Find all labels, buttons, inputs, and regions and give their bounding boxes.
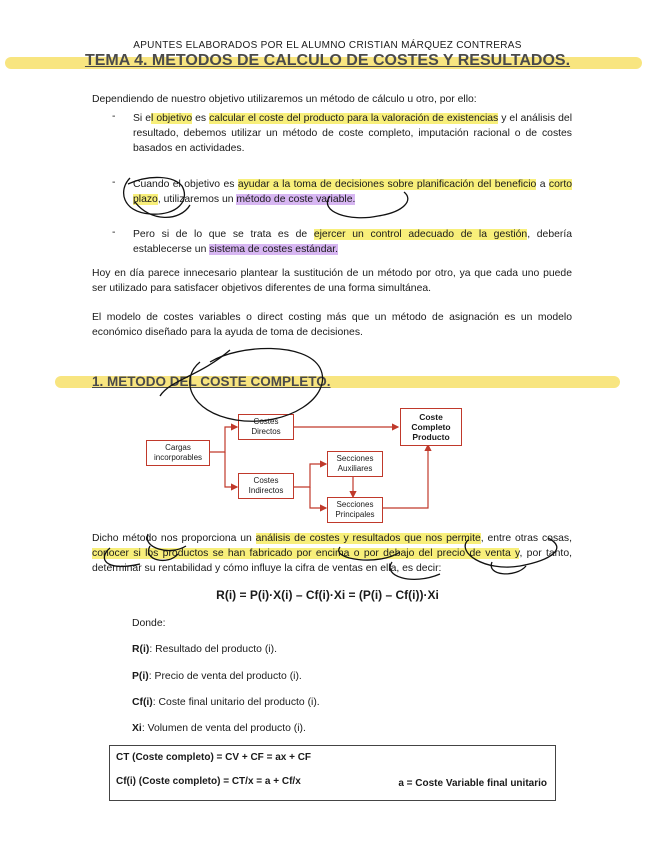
donde-label: Donde: xyxy=(132,618,166,629)
box-costes-directos: Costes Directos xyxy=(238,414,294,440)
def-resultado-text: : Resultado del producto (i). xyxy=(149,644,277,655)
def-resultado-symbol: R(i) xyxy=(132,644,150,655)
formula-box xyxy=(109,745,556,801)
intro-text: Dependiendo de nuestro objetivo utilizaremos un método de cálculo u otro, por ello: xyxy=(92,94,477,105)
arrow-indirectos-principales xyxy=(310,487,326,508)
bullet-3-text-b: , debería establecerse un xyxy=(133,229,573,255)
def-volumen xyxy=(132,723,306,734)
bullet-2-highlight-b: corto plazo xyxy=(133,179,572,205)
bullet-dash-1: - xyxy=(112,111,116,122)
bullet-2-text-b: a xyxy=(536,179,549,190)
bullet-2-purple-highlight: método de coste variable. xyxy=(236,194,356,205)
paragraph-1: Hoy en día parece innecesario plantear la sustitución de un método por otro, ya que cada uno puede ser utilizado para satisfacer objetivos diferentes de una forma simultánea. xyxy=(92,268,572,294)
para3-highlight-b: conocer si los productos se han fabricado por encima o por debajo del precio de venta y xyxy=(92,548,520,559)
bullet-1-text-a: Si e xyxy=(133,113,152,124)
bullet-2-text-c: , utilizaremos un xyxy=(157,194,237,205)
paragraph-3 xyxy=(92,531,572,576)
document-header: APUNTES ELABORADOS POR EL ALUMNO CRISTIAN MÁRQUEZ CONTRERAS xyxy=(133,40,522,51)
bullet-1 xyxy=(133,111,572,156)
arrow-indirectos-auxiliares xyxy=(293,464,326,487)
formula-box-note: a = Coste Variable final unitario xyxy=(398,778,547,789)
arrow-principales-completo xyxy=(382,445,428,508)
bullet-2 xyxy=(133,177,572,207)
para3-text-a: Dicho método nos proporciona un xyxy=(92,533,256,544)
para3-highlight-a: análisis de costes y resultados que nos permite xyxy=(255,533,481,544)
def-precio-symbol: P(i) xyxy=(132,671,149,682)
bullet-2-highlight-a: ayudar a la toma de decisiones sobre planificación del beneficio xyxy=(237,179,537,190)
bullet-3-highlight-a: ejercer un control adecuado de la gestión xyxy=(313,229,528,240)
box-coste-completo: Coste Completo Producto xyxy=(400,408,462,446)
bullet-1-highlight-b: calcular el coste del producto para la valoración de existencias xyxy=(209,113,499,124)
box-secciones-principales: Secciones Principales xyxy=(327,497,383,523)
bullet-3 xyxy=(133,227,572,257)
bullet-1-highlight-a: l objetivo xyxy=(151,113,193,124)
box-secciones-auxiliares: Secciones Auxiliares xyxy=(327,451,383,477)
def-coste-final-symbol: Cf(i) xyxy=(132,697,153,708)
page-title: TEMA 4. METODOS DE CALCULO DE COSTES Y RESULTADOS. xyxy=(84,52,571,69)
bullet-1-text-c: y el análisis del resultado, debemos utilizar un método de coste completo, imputación racional o de costes basados en actividades. xyxy=(133,113,573,154)
def-precio xyxy=(132,671,302,682)
paragraph-2: El modelo de costes variables o direct costing más que un método de asignación es un modelo económico diseñado para la ayuda de toma de decisiones. xyxy=(92,312,572,338)
def-volumen-symbol: Xi xyxy=(132,723,142,734)
section-title: 1. METODO DEL COSTE COMPLETO. xyxy=(92,374,331,389)
arrow-cargas-directos xyxy=(210,427,237,452)
box-cargas: Cargas incorporables xyxy=(146,440,210,466)
bullet-dash-3: - xyxy=(112,227,116,238)
bullet-3-text-a: Pero si de lo que se trata es de xyxy=(133,229,314,240)
bullet-3-purple-highlight: sistema de costes estándar. xyxy=(209,244,339,255)
bullet-1-text-b: es xyxy=(192,113,210,124)
def-precio-text: : Precio de venta del producto (i). xyxy=(148,671,302,682)
result-formula: R(i) = P(i)·X(i) – Cf(i)·Xi = (P(i) – Cf(i))·Xi xyxy=(216,588,439,602)
bullet-2-text-a: Cuando el objetivo es xyxy=(133,179,238,190)
def-resultado xyxy=(132,644,277,655)
def-coste-final-text: : Coste final unitario del producto (i). xyxy=(152,697,320,708)
box-costes-indirectos: Costes Indirectos xyxy=(238,473,294,499)
para3-text-b: , entre otras cosas, xyxy=(480,533,573,544)
para3-text-c: , por tanto, determinar su rentabilidad y cómo influye la cifra de ventas en ella, es decir: xyxy=(92,548,572,574)
bullet-dash-2: - xyxy=(112,177,116,188)
formula-box-line-1: CT (Coste completo) = CV + CF = ax + CF xyxy=(116,752,312,763)
formula-box-line-2: Cf(i) (Coste completo) = CT/x = a + Cf/x xyxy=(116,776,301,787)
loop-1 xyxy=(160,350,230,396)
def-coste-final xyxy=(132,697,320,708)
arrow-cargas-indirectos xyxy=(225,452,237,487)
def-volumen-text: : Volumen de venta del producto (i). xyxy=(141,723,306,734)
